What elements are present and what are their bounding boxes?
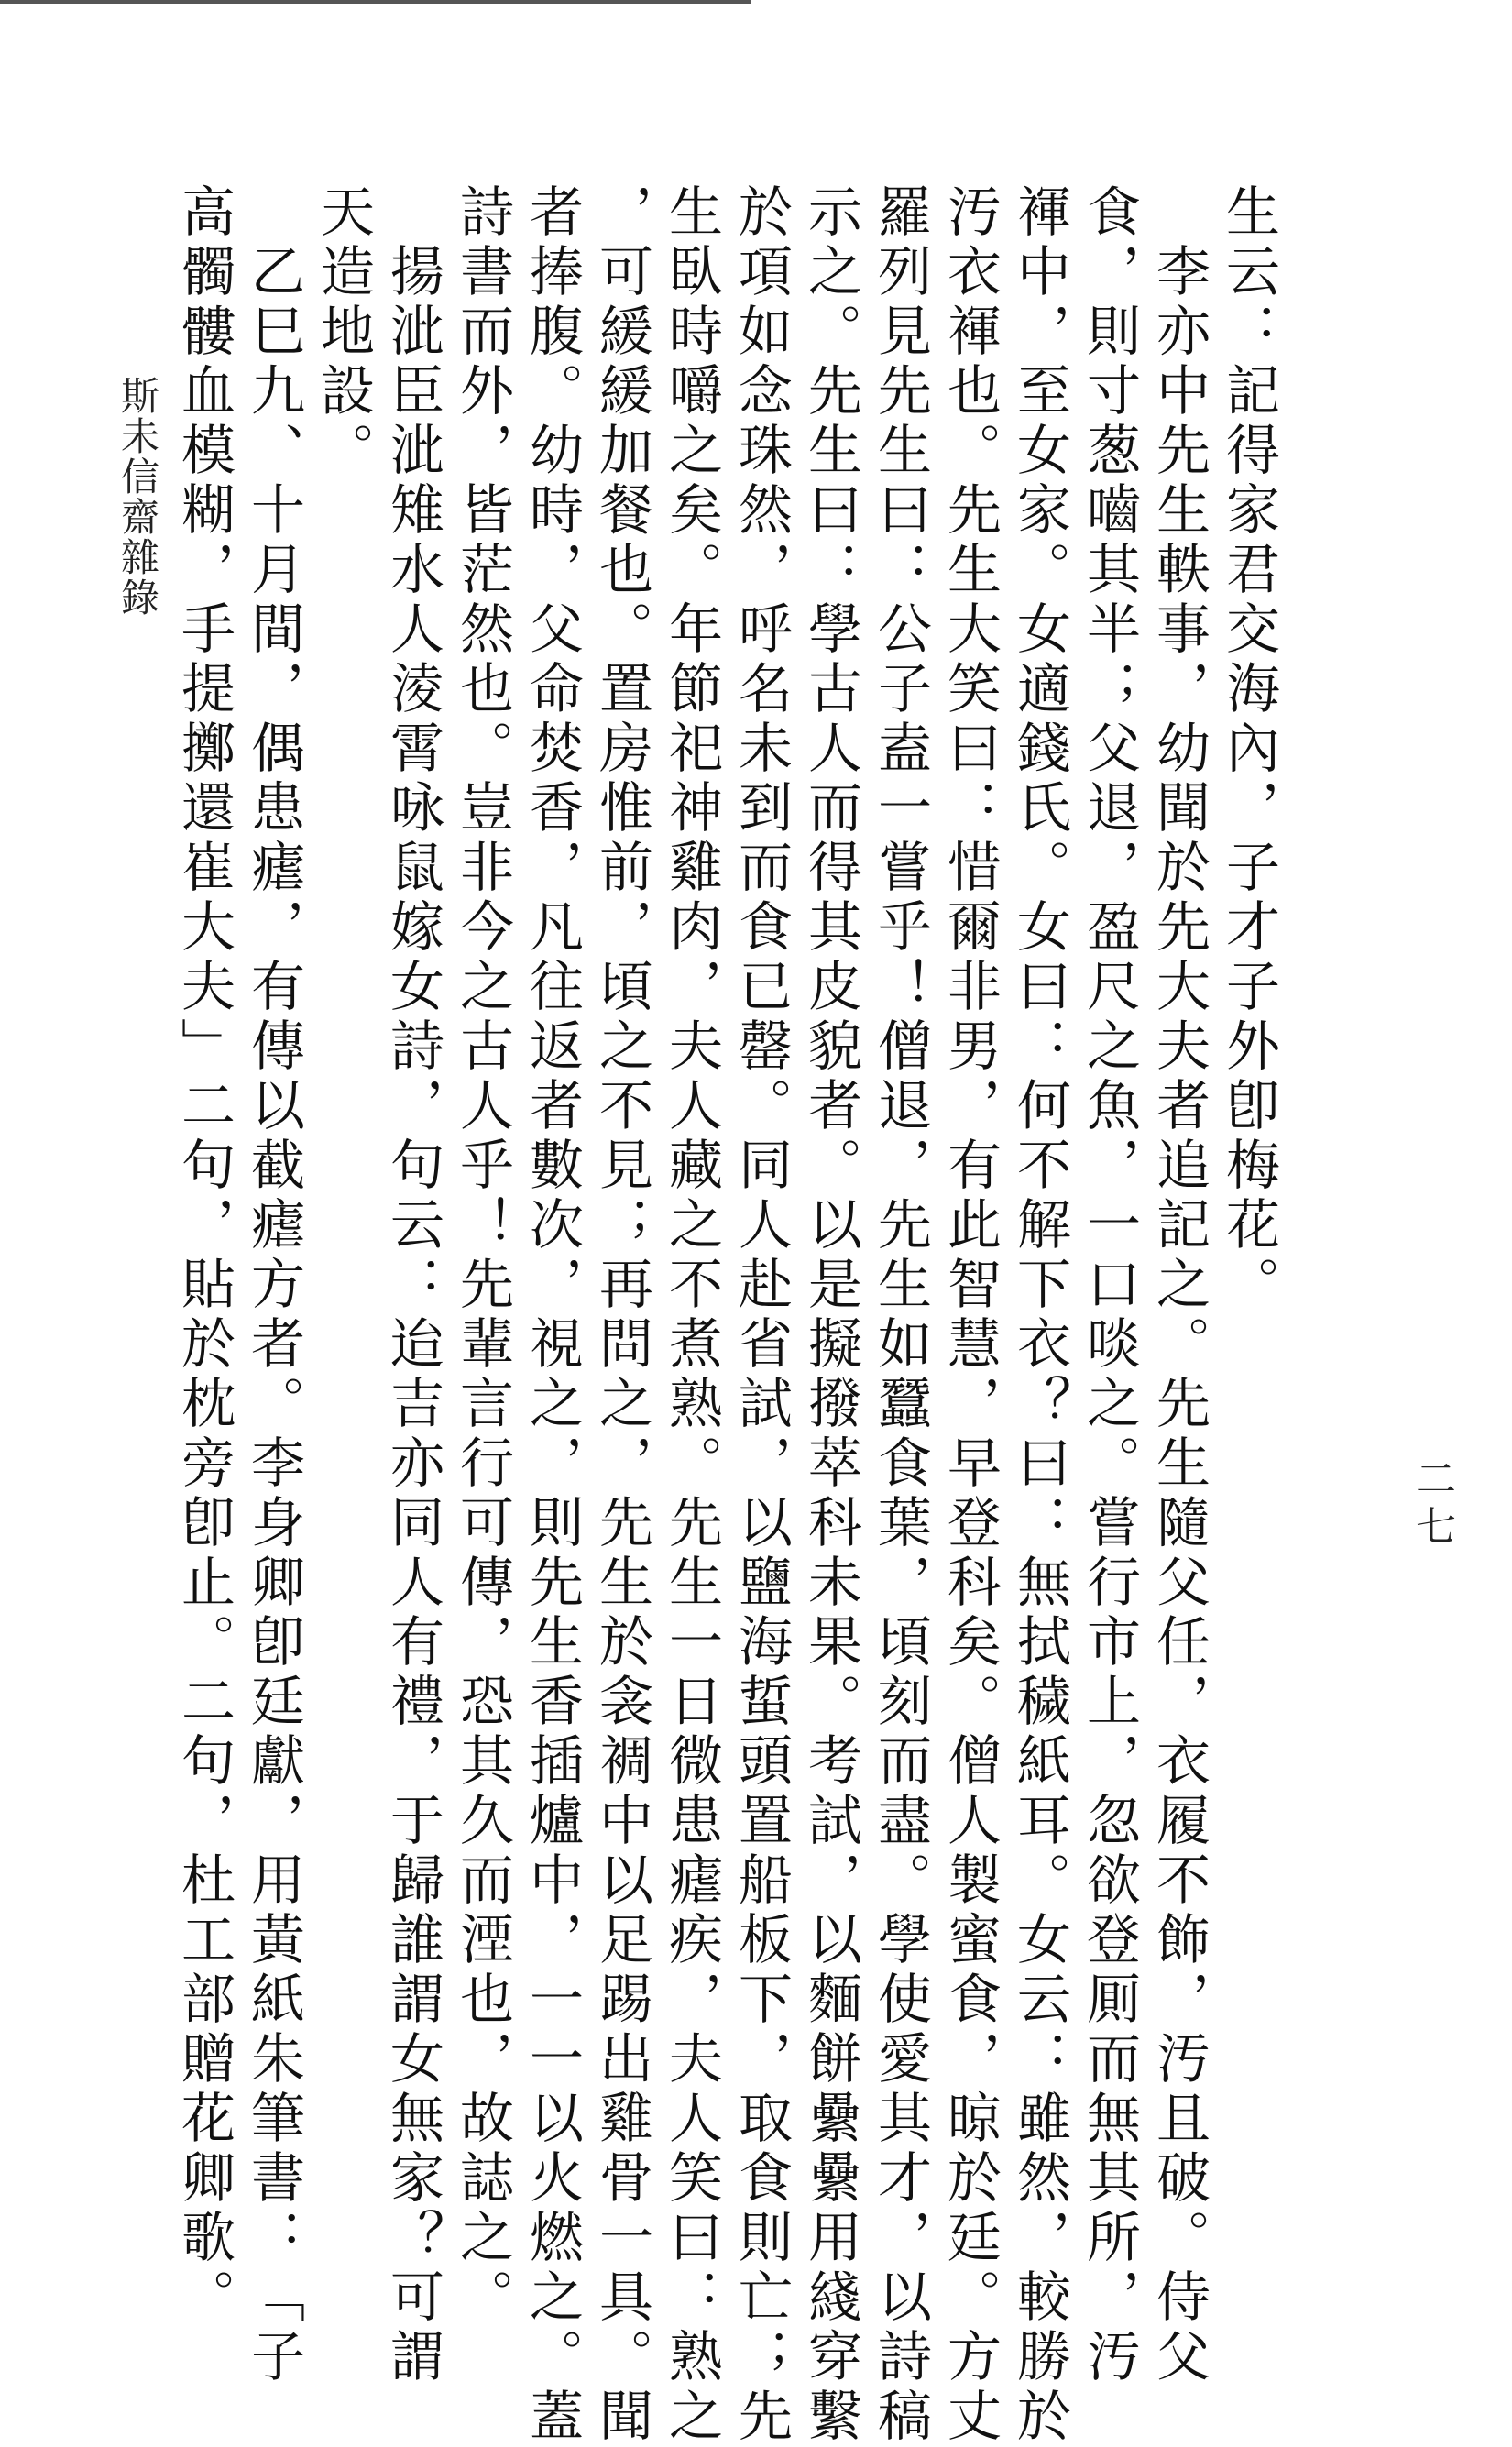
text-column: 李亦中先生軼事，幼聞於先大夫者追記之。先生隨父任，衣履不飾，汚且破。侍父	[1147, 183, 1211, 2387]
text-column: 褌中，至女家。女適錢氏。女曰：何不解下衣？曰：無拭穢紙耳。女云：雖然，較勝於	[1008, 183, 1071, 2447]
text-column: 羅列見先生曰：公子盍一嘗乎！僧退，先生如蠶食葉，頃刻而盡。學使愛其才，以詩稿	[869, 183, 932, 2447]
text-column: 詩書而外，皆茫然也。豈非今之古人乎！先輩言行可傳，恐其久而湮也，故誌之。	[451, 183, 514, 2328]
text-column: 揚泚臣泚雉水人淩霄咏鼠嫁女詩，句云：迨吉亦同人有禮，于歸誰謂女無家？可謂	[381, 183, 444, 2387]
text-column: 汚衣褌也。先生大笑曰：惜爾非男，有此智慧，早登科矣。僧人製蜜食，晾於廷。方丈	[938, 183, 1002, 2447]
text-column: ，可緩緩加餐也。置房惟前，頃之不見；再問之，先生於衾裯中以足踢出雞骨一具。聞	[590, 183, 653, 2447]
text-column: 食，則寸葱嚙其半；父退，盈尺之魚，一口啖之。嘗行市上，忽欲登厠而無其所，汚	[1078, 183, 1141, 2387]
text-column: 於項如念珠然，呼名未到而食已罄。同人赴省試，以鹽海蜇頭置船板下，取食則亡；先	[729, 183, 793, 2447]
text-column: 生臥時嚼之矣。年節祀神雞肉，夫人藏之不煮熟。先生一日微患瘧疾，夫人笑曰：熟之	[660, 183, 723, 2447]
page-number: 二七	[1408, 1457, 1455, 1553]
text-column: 天造地設。	[312, 183, 375, 481]
body-text	[169, 183, 1283, 2447]
running-title: 斯未信齋雜錄	[115, 376, 160, 618]
text-column: 乙巳九、十月間，偶患瘧，有傳以截瘧方者。李身卿卽廷獻，用黃紙朱筆書：「子	[242, 183, 305, 2387]
text-column: 生云：記得家君交海內，子才子外卽梅花。	[1217, 183, 1280, 1315]
text-column: 示之。先生曰：學古人而得其皮貌者。以是擬撥萃科未果。考試，以麵餅纍纍用綫穿繫	[799, 183, 862, 2447]
top-rule	[0, 0, 751, 4]
text-column: 者捧腹。幼時，父命焚香，凡往返者數次，視之，則先生香插爐中，一一以火燃之。蓋	[520, 183, 584, 2447]
text-column: 高髑髏血模糊，手提擲還崔大夫」二句，貼於枕旁卽止。二句，杜工部贈花卿歌。	[172, 183, 236, 2328]
